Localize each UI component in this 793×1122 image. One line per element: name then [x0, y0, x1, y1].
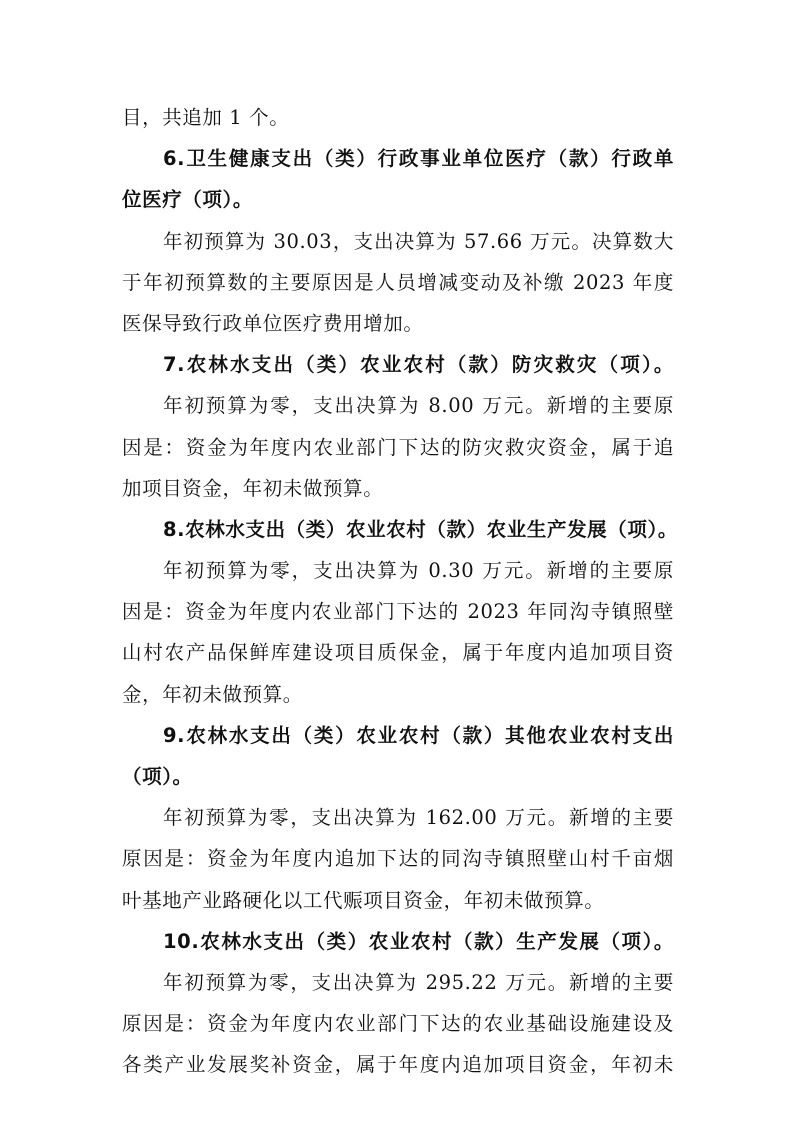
text-line: 6.卫生健康支出（类）行政事业单位医疗（款）行政单 — [163, 147, 674, 171]
text-line: 山村农产品保鲜库建设项目质保金，属于年度内追加项目资 — [122, 641, 674, 665]
document-page — [122, 97, 678, 1086]
text-line: 年初预算为 30.03，支出决算为 57.66 万元。决算数大 — [163, 229, 674, 253]
text-line: 位医疗（项）。 — [122, 188, 253, 212]
text-line: 年初预算为零，支出决算为 0.30 万元。新增的主要原 — [163, 559, 674, 583]
text-line: 加项目资金，年初未做预算。 — [122, 476, 384, 500]
text-line: 各类产业发展奖补资金，属于年度内追加项目资金，年初未 — [122, 1053, 674, 1077]
text-line: 年初预算为零，支出决算为 8.00 万元。新增的主要原 — [163, 394, 674, 418]
text-line: 原因是：资金为年度内追加下达的同沟寺镇照壁山村千亩烟 — [122, 847, 674, 871]
text-line: 10.农林水支出（类）农业农村（款）生产发展（项）。 — [163, 929, 674, 953]
text-line: 金，年初未做预算。 — [122, 682, 303, 706]
text-line: 叶基地产业路硬化以工代赈项目资金，年初未做预算。 — [122, 888, 605, 912]
text-line: 年初预算为零，支出决算为 162.00 万元。新增的主要 — [163, 806, 674, 830]
text-line: 原因是：资金为年度内农业部门下达的农业基础设施建设及 — [122, 1012, 674, 1036]
text-line: 目，共追加 1 个。 — [122, 106, 290, 129]
text-line: 因是：资金为年度内农业部门下达的 2023 年同沟寺镇照壁 — [122, 600, 674, 624]
text-line: 医保导致行政单位医疗费用增加。 — [122, 311, 424, 335]
text-line: 8.农林水支出（类）农业农村（款）农业生产发展（项）。 — [163, 517, 678, 541]
text-line: 7.农林水支出（类）农业农村（款）防灾救灾（项）。 — [163, 353, 674, 377]
text-line: 年初预算为零，支出决算为 295.22 万元。新增的主要 — [163, 970, 674, 994]
text-line: 9.农林水支出（类）农业农村（款）其他农业农村支出 — [163, 723, 674, 747]
text-line: （项）。 — [122, 765, 193, 788]
text-line: 因是：资金为年度内农业部门下达的防灾救灾资金，属于追 — [122, 435, 674, 459]
text-line: 于年初预算数的主要原因是人员增减变动及补缴 2023 年度 — [122, 270, 674, 294]
